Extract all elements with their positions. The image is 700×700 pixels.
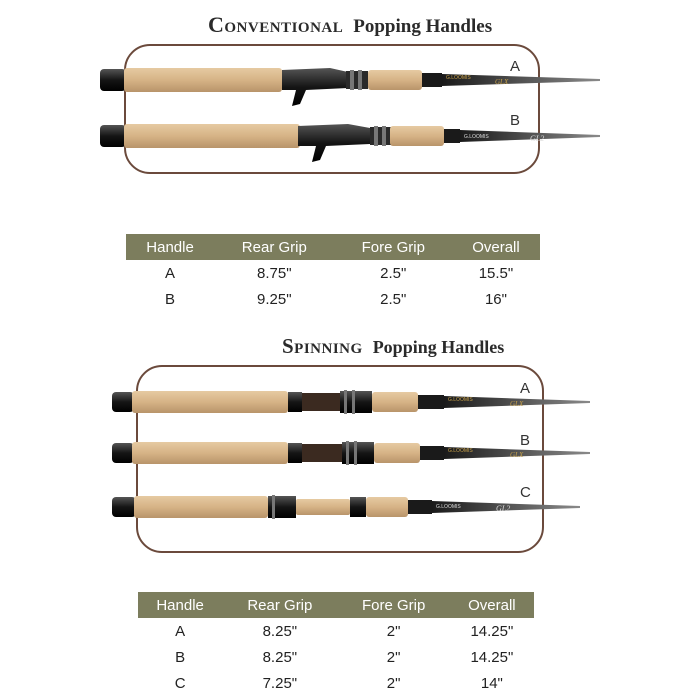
spinning-rod-c-label: C [520, 484, 531, 501]
spinning-rod-c [112, 495, 580, 519]
spinning-rod-b-label: B [520, 432, 531, 449]
cell-fore-grip: 2" [386, 622, 401, 640]
cell-overall: 14.25" [470, 622, 514, 640]
col-rear-grip-header: Rear Grip [222, 592, 337, 618]
col-rear-grip-header: Rear Grip [214, 234, 334, 260]
col-handle-header: Handle [126, 234, 214, 260]
svg-text:GLX: GLX [510, 400, 524, 408]
svg-text:G.LOOMIS: G.LOOMIS [446, 75, 471, 81]
table-row [138, 618, 534, 644]
col-overall-header: Overall [450, 592, 534, 618]
cell-rear-grip: 8.75" [257, 264, 292, 282]
svg-text:G.LOOMIS: G.LOOMIS [436, 504, 461, 510]
table-row [138, 644, 534, 670]
cell-handle: A [175, 622, 186, 640]
cell-rear-grip: 7.25" [262, 674, 298, 692]
svg-text:G.LOOMIS: G.LOOMIS [448, 448, 473, 454]
cell-fore-grip: 2" [386, 648, 401, 666]
col-fore-grip-header: Fore Grip [337, 592, 449, 618]
cell-rear-grip: 8.25" [262, 648, 298, 666]
cell-fore-grip: 2.5" [380, 290, 407, 308]
conventional-title-type: Conventional [208, 12, 344, 37]
conventional-rod-b-label: B [510, 112, 521, 129]
spinning-title-type: Spinning [282, 334, 363, 358]
cell-rear-grip: 9.25" [257, 290, 292, 308]
col-overall-header: Overall [452, 234, 540, 260]
conventional-rod-a-label: A [510, 58, 521, 75]
spinning-spec-table [138, 592, 534, 696]
spinning-spec-header-row [138, 592, 534, 618]
spinning-rod-a [112, 390, 590, 414]
svg-text:G.LOOMIS: G.LOOMIS [464, 134, 489, 140]
cell-rear-grip: 8.25" [262, 622, 298, 640]
cell-overall: 14" [480, 674, 503, 692]
cell-handle: B [175, 648, 186, 666]
cell-handle: C [174, 674, 186, 692]
spinning-rod-a-label: A [520, 380, 531, 397]
cell-overall: 16" [484, 290, 507, 308]
svg-text:GLX: GLX [495, 78, 509, 86]
svg-text:GL2: GL2 [530, 134, 545, 143]
cell-handle: A [165, 264, 176, 282]
col-fore-grip-header: Fore Grip [335, 234, 452, 260]
svg-text:G.LOOMIS: G.LOOMIS [448, 397, 473, 403]
cell-handle: B [165, 290, 176, 308]
spinning-rod-b [112, 441, 590, 465]
col-handle-header: Handle [138, 592, 222, 618]
cell-fore-grip: 2" [386, 674, 401, 692]
conventional-title-rest: Popping Handles [353, 16, 493, 37]
table-row [138, 670, 534, 696]
cell-overall: 14.25" [470, 648, 514, 666]
cell-overall: 15.5" [478, 264, 514, 282]
cell-fore-grip: 2.5" [380, 264, 407, 282]
svg-text:GL2: GL2 [496, 504, 511, 513]
spinning-title-rest: Popping Handles [372, 337, 505, 357]
svg-text:GLX: GLX [510, 451, 524, 459]
